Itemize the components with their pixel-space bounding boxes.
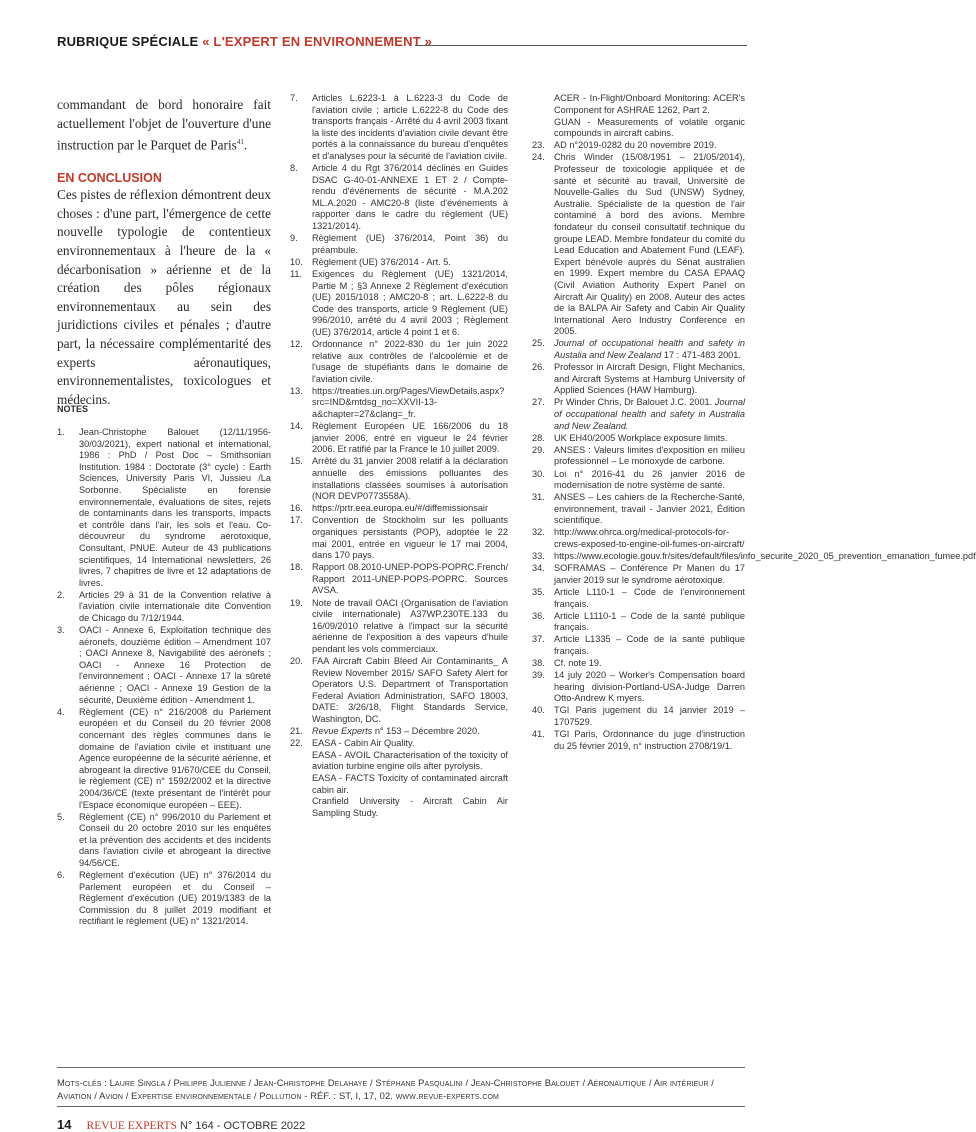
- note-text: [554, 433, 727, 443]
- note-item: [290, 421, 508, 456]
- note-text: [554, 729, 745, 751]
- note-item: [57, 870, 271, 928]
- rubric-label: RUBRIQUE SPÉCIALE: [57, 34, 199, 49]
- intro-paragraph: [57, 96, 271, 155]
- note-number: 22.: [290, 738, 303, 749]
- note-body: Article L1335 – Code de la santé publique français.: [554, 634, 745, 656]
- notes-list-1: [57, 427, 271, 928]
- note-item: [532, 140, 745, 152]
- note-item: [290, 598, 508, 656]
- note-item: [532, 362, 745, 397]
- note-text: [554, 587, 745, 609]
- note-text: [554, 140, 717, 150]
- note-text: [312, 93, 508, 161]
- note-text: [312, 233, 508, 255]
- note-text: [312, 339, 508, 384]
- note-number: 4.: [57, 706, 65, 717]
- note-item: [290, 269, 508, 339]
- note-body: EASA - Cabin Air Quality.: [312, 738, 415, 749]
- page-footer: [57, 1117, 305, 1132]
- note-text: [554, 670, 745, 703]
- note-item: [532, 611, 745, 634]
- note-subline: EASA - AVOIL Characterisation of the toxicity of aviation turbine engine oils after pyrolysis.: [312, 749, 508, 772]
- note-item: [290, 456, 508, 502]
- note-number: 38.: [532, 658, 545, 668]
- note-body: Chris Winder (15/08/1951 – 21/05/2014), Professeur de toxicologie appliquée et de santé et sécurité au travail, Université de Nouvelle-Galles du Sud (UNSW) Sydney, Australie. Spécialiste de la question de l'air contaminé à bord des avions. Membre fondateur du conseil consultatif technique du groupe LEAD. Membre fondateur du comité du Lead Education and Abatement Fund (LEAF). Expert bénévole auprès du Sénat australien en 1999. Expert membre du CASA EPAAQ (Civil Aviation Authority Expert Panel on Aircraft Air Quality) en 2008. Auteur des actes de la BALPA Air Safety and Cabin Air Quality International Aero Industry Conference en 2005.: [554, 152, 745, 337]
- note-item: [532, 338, 745, 361]
- note-text: [554, 338, 745, 360]
- note-number: 2.: [57, 589, 65, 600]
- note-number: 16.: [290, 503, 303, 514]
- conclusion-body: Ces pistes de réflexion démontrent deux choses : d'une part, l'émergence de cette nouvelle typologie de contentieux environnementaux à l'heure de la « décarbonisation » aérienne et de la création des pôles régionaux environnementaux au sein des juridictions civiles et pénales ; d'autre part, la nécessaire complémentarité des experts aéronautiques, environnementalistes, toxicologues et médecins.: [57, 187, 271, 407]
- note-item: [57, 427, 271, 589]
- note-text: [312, 503, 488, 513]
- note-body: 17 : 471-483 2001.: [661, 350, 741, 361]
- note-number: 24.: [532, 152, 545, 163]
- note-text: [554, 397, 745, 430]
- note-body: Articles 29 à 31 de la Convention relative à l'aviation civile internationale dite Convention de Chicago du 7/12/1944.: [79, 589, 271, 623]
- note-body: 14 july 2020 – Worker's Compensation board hearing division-Portland-USA-Judge Darren Otto-Andrew K myers.: [554, 670, 745, 704]
- column-1-body: [57, 96, 271, 409]
- note-body: Article 4 du Rgt 376/2014 déclinés en Guides DSAC G-40-01-ANNEXE 1 ET 2 / Compte-rendu d'événements de sécurité - M.A.202 ML.A.2020 - AMC20-8 (liste d'événements à rapporter dans le cadre du règlement (UE) 1321/2014).: [312, 163, 508, 232]
- note-text: [79, 707, 271, 810]
- note-number: 26.: [532, 362, 545, 373]
- note-text: [79, 812, 271, 868]
- note-body: Règlement (UE) 376/2014 - Art. 5.: [312, 256, 451, 267]
- note-text: [312, 738, 508, 819]
- note-number: 36.: [532, 610, 545, 621]
- note-number: 12.: [290, 338, 303, 349]
- note-body: Arrêté du 31 janvier 2008 relatif à la déclaration annuelle des émissions polluantes des installations classées soumises à autorisation (NOR DEVP0773558A).: [312, 456, 508, 502]
- note-text: [554, 658, 602, 668]
- note-item: [290, 515, 508, 561]
- note-text: [554, 563, 745, 585]
- page-header: [57, 34, 747, 54]
- note-number: 10.: [290, 256, 303, 267]
- note-number: 39.: [532, 670, 545, 681]
- note-body: Rapport 08.2010-UNEP-POPS-POPRC.French/ Rapport 2011-UNEP-POPS-POPRC. Sources AVSA.: [312, 562, 508, 596]
- note-number: 20.: [290, 656, 303, 666]
- note-number: 15.: [290, 456, 303, 467]
- note-text: [312, 562, 508, 595]
- note-text: [312, 598, 508, 654]
- note-text: [312, 421, 508, 454]
- note-number: 11.: [290, 268, 303, 279]
- note-text: [554, 362, 745, 395]
- note-text: [79, 870, 271, 926]
- notes-list-3: [532, 93, 976, 752]
- note-item: [532, 433, 745, 445]
- note-item: [290, 233, 508, 256]
- footer-rule-top: [57, 1067, 745, 1068]
- note-body: Règlement (CE) n° 996/2010 du Parlement et Conseil du 20 octobre 2010 sur les enquêtes et la prévention des accidents et des incidents dans l'aviation civile et abrogeant la directive 94/56/CE.: [79, 811, 271, 868]
- note-body: Loi n° 2016-41 du 26 janvier 2016 de modernisation de notre système de santé.: [554, 468, 745, 491]
- note-body: Article L1110-1 – Code de la santé publique français.: [554, 610, 745, 633]
- note-number: 29.: [532, 444, 545, 455]
- note-number: 34.: [532, 563, 545, 574]
- note-body: Convention de Stockholm sur les polluants organiques persistants (POP), adoptée le 22 mai 2001, entrée en vigueur le 17 mai 2004, dans 170 pays.: [312, 515, 508, 561]
- note-item: [57, 590, 271, 625]
- note-item: [532, 729, 745, 752]
- header-rule: [415, 45, 747, 46]
- note-number: 23.: [532, 140, 545, 151]
- footer-rule-bottom: [57, 1106, 745, 1107]
- note-text: [554, 551, 976, 561]
- note-item: [290, 503, 508, 515]
- note-number: 18.: [290, 562, 303, 573]
- note-text: [312, 726, 480, 736]
- note-text: [312, 269, 508, 337]
- note-item: [532, 492, 745, 527]
- note-item: [532, 563, 745, 586]
- note-number: 1.: [57, 427, 65, 437]
- note-text: [554, 152, 745, 336]
- note-text: [554, 445, 745, 467]
- note-item: [57, 812, 271, 870]
- rubric-title: [57, 34, 432, 49]
- note-text: [312, 656, 508, 724]
- page-number: 14: [57, 1117, 72, 1132]
- note-item: [290, 738, 508, 819]
- notes-list-2: [290, 93, 508, 819]
- keywords-line: Mots-clés : Laure Singla / Philippe Julienne / Jean-Christophe Delahaye / Stéphane Pasqualini / Jean-Christophe Balouet / Aéronautique / Air intérieur / Aviation / Avion / Expertise environnementale / Pollution - RÉF. : ST, I, 17, 02. www.revue-experts.com: [57, 1077, 715, 1101]
- note-number: 31.: [532, 492, 545, 503]
- note-number: 21.: [290, 726, 303, 737]
- note-item: [532, 469, 745, 492]
- note-continuation: GUAN - Measurements of volatile organic compounds in aircraft cabins.: [554, 116, 745, 139]
- note-text: [554, 611, 745, 633]
- column-1-notes: [57, 404, 271, 929]
- note-item: [532, 634, 745, 657]
- note-body: OACI - Annexe 6, Exploitation technique des aéronefs, douzième édition – Amendment 107 ; OACI Annexe 8, Navigabilité des aéronefs ; OACI - Annexe 16 Protection de l'environnement ; OACI - Annexe 17 la sûreté aérienne ; OACI - Annexe 19 Gestion de la sécurité, Deuxième édition - Amendment 1.: [79, 625, 271, 705]
- journal-name: REVUE EXPERTS: [86, 1120, 177, 1132]
- note-body: UK EH40/2005 Workplace exposure limits.: [554, 432, 728, 443]
- note-body: Règlement d'exécution (UE) n° 376/2014 du Parlement européen et du Conseil – Règlement d'exécution (UE) 2019/1383 de la Commission du 8 juillet 2019 modifiant et rectifiant le règlement (UE) n° 1321/2014.: [79, 870, 271, 927]
- note-subline: Cranfield University - Aircraft Cabin Air Sampling Study.: [312, 796, 508, 818]
- note-body: Ordonnance n° 2022-830 du 1er juin 2022 relative aux contrôles de l'alcoolémie et de l'usage de stupéfiants dans le domaine de l'aviation civile.: [312, 338, 508, 384]
- note-item: [57, 707, 271, 811]
- intro-end: .: [243, 137, 248, 153]
- note-number: 28.: [532, 432, 545, 443]
- column-2-notes: [290, 93, 508, 820]
- note-number: 14.: [290, 421, 303, 432]
- note-text: [79, 590, 271, 623]
- note-text: [79, 427, 271, 588]
- note-number: 41.: [532, 729, 545, 740]
- note-item: [532, 445, 745, 468]
- note-item: [290, 386, 508, 421]
- note-item: [290, 726, 508, 738]
- note-body: Note de travail OACI (Organisation de l'aviation civile internationale) A37WP.230TE.133 du 16/09/2010 relative à l'impact sur la sécurité aérienne de l'exposition à des vapeurs d'huile pendant les vols commerciaux.: [312, 597, 508, 654]
- note-item: [290, 257, 508, 269]
- note-body: Règlement Européen UE 166/2006 du 18 janvier 2006, entré en vigueur le 24 février 2006. Et ratifié par la France le 10 juillet 2009.: [312, 421, 508, 455]
- note-item: [532, 397, 745, 432]
- note-number: 9.: [290, 233, 298, 244]
- note-body: Règlement (CE) n° 216/2008 du Parlement européen et du Conseil du 20 février 2008 concernant des règles communes dans le domaine de l'aviation civile et instituant une Agence européenne de la sécurité aérienne, et abrogeant la directive 91/670/CEE du Conseil, le règlement (CE) n° 1592/2002 et la directive 2004/36/CE (texte présentant de l'intérêt pour l'Espace économique européen – EEE).: [79, 706, 271, 810]
- note-italic: Journal of occupational health and safety in Australia and New Zealand.: [554, 397, 745, 431]
- note-body: Règlement (UE) 376/2014, Point 36) du préambule.: [312, 233, 508, 255]
- note-number: 40.: [532, 705, 545, 716]
- note-text: [312, 163, 508, 231]
- note-item: [532, 658, 745, 670]
- note-body: http://www.ohrca.org/medical-protocols-for-crews-exposed-to-engine-oil-fumes-on-aircraft/: [554, 527, 745, 550]
- note-text: [312, 456, 508, 501]
- note-item: [532, 527, 745, 550]
- note-body: Jean-Christophe Balouet (12/11/1956-30/03/2021), expert national et international, 1986 : PhD / Post Doc – Smithsonian Institution. 1984 : Doctorate (3° cycle) : Earth Sciences, University Paris VI, Jussieu /La Sorbonne. Spécialiste en forensie environnementale, évaluations de sites, rejets de contaminants dans les transports, impacts et contrôle dans l'air, les sols et l'eau. Co-découvreur du syndrome aérotoxique, Consultant, PNUE. Auteur de 43 publications scientifiques, 14 International newsletters, 26 livres, 7 chapitres de livre et 12 adaptations de livres.: [79, 427, 271, 588]
- note-body: Professor in Aircraft Design, Flight Mechanics, and Aircraft Systems at Hamburg University of Applied Sciences (HAW Hamburg).: [554, 362, 745, 396]
- column-3-notes: [532, 93, 976, 753]
- note-number: 5.: [57, 811, 65, 822]
- note-body: Exigences du Règlement (UE) 1321/2014, Partie M ; §3 Annexe 2 Règlement d'exécution (UE) 2015/1018 ; AMC20-8 ; art. L.6222-8 du Code des transports, article 9 Règlement (UE) 996/2010, arrêté du 4 avril 2003 ; Règlement (UE) 376/2014, article 4 point 1 et 6.: [312, 268, 508, 337]
- note-body: FAA Aircraft Cabin Bleed Air Contaminants_ A Review November 2015/ SAFO Safety Alert for Operators U.S. Department of Transportation Federal Aviation Administration, SAFO 18003, DATE: 3/26/18, Flight Standards Service, Washington, DC.: [312, 656, 508, 724]
- note-item: [532, 587, 745, 610]
- note-subline: EASA - FACTS Toxicity of contaminated aircraft cabin air.: [312, 772, 508, 795]
- note-body: TGI Paris jugement du 14 janvier 2019 – 1707529.: [554, 705, 745, 727]
- note-body: AD n°2019-0282 du 20 novembre 2019.: [554, 140, 717, 151]
- note-body: https://treaties.un.org/Pages/ViewDetails.aspx?src=IND&mtdsg_no=XXVII-13-a&chapter=27&clang=_fr.: [312, 385, 505, 420]
- note-text: [312, 257, 451, 267]
- note-number: 37.: [532, 634, 545, 645]
- note-number: 3.: [57, 625, 65, 636]
- note-number: 25.: [532, 338, 545, 349]
- note-text: [554, 492, 745, 525]
- note-text: [554, 705, 745, 727]
- note-text: [554, 634, 745, 656]
- note-item: [532, 551, 976, 563]
- intro-footnote-ref: 41: [236, 138, 244, 147]
- note-item: [290, 93, 508, 163]
- note-item: [290, 656, 508, 726]
- note-body: Article L110-1 – Code de l'environnement français.: [554, 586, 745, 609]
- note-italic: Revue Experts: [312, 726, 373, 737]
- note-text: [554, 469, 745, 491]
- note-number: 35.: [532, 586, 545, 597]
- rubric-accent: « L'EXPERT EN ENVIRONNEMENT »: [202, 34, 433, 49]
- note-body: SOFRAMAS – Conférence Pr Manen du 17 janvier 2019 sur le syndrome aérotoxique.: [554, 563, 745, 585]
- note-body: ANSES : Valeurs limites d'exposition en milieu professionnel – Le monoxyde de carbone.: [554, 444, 745, 467]
- note-body: https://www.ecologie.gouv.fr/sites/default/files/info_securite_2020_05_prevention_emanation_fumee.pdf: [554, 551, 976, 562]
- note-body: Pr Winder Chris, Dr Balouet J.C. 2001.: [554, 397, 715, 408]
- note-body: Cf. note 19.: [554, 658, 602, 668]
- note-body: TGI Paris, Ordonnance du juge d'instruction du 25 février 2019, n° instruction 2708/19/1.: [554, 729, 745, 751]
- note-item: [532, 705, 745, 728]
- note-text: [312, 386, 504, 419]
- note-text: [79, 625, 271, 705]
- note-number: 6.: [57, 870, 65, 881]
- note-body: Articles L.6223-1 à L.6223-3 du Code de l'aviation civile ; article L.6222-8 du Code des transports français - Arrêté du 4 avril 2003 fixant la liste des incidents d'aviation civile devant être portés à la connaissance du bureau d'enquêtes et d'analyses pour la sécurité de l'aviation civile.: [312, 93, 508, 161]
- note-item: [532, 670, 745, 705]
- note-number: 13.: [290, 385, 303, 396]
- note-body: ANSES – Les cahiers de la Recherche-Santé, environnement, travail - Janvier 2021, Édition scientifique.: [554, 492, 745, 526]
- note-number: 27.: [532, 397, 545, 408]
- note-number: 8.: [290, 163, 298, 174]
- note-item: [532, 152, 745, 338]
- issue-info: N° 164 - OCTOBRE 2022: [176, 1120, 306, 1132]
- note-text: [312, 515, 508, 560]
- note-number: 7.: [290, 93, 298, 103]
- note-item: [57, 625, 271, 706]
- note-item: [290, 562, 508, 597]
- note-number: 30.: [532, 468, 545, 479]
- conclusion-title: EN CONCLUSION: [57, 171, 162, 186]
- note-item: [290, 163, 508, 233]
- notes-title: NOTES: [57, 404, 89, 414]
- note-continuation: ACER - In-Flight/Onboard Monitoring: ACER's Component for ASHRAE 1262, Part 2.: [554, 93, 745, 115]
- note-number: 32.: [532, 527, 545, 538]
- note-number: 33.: [532, 551, 545, 562]
- note-body: https://prtr.eea.europa.eu/#/diffemissionsair: [312, 503, 489, 514]
- intro-text: commandant de bord honoraire fait actuellement l'objet de l'ouverture d'une instruction par le Parquet de Paris: [57, 97, 271, 153]
- note-number: 19.: [290, 597, 303, 608]
- note-number: 17.: [290, 515, 303, 526]
- note-body: n° 153 – Décembre 2020.: [372, 726, 480, 737]
- note-italic: Journal of occupational health and safety in Austalia and New Zealand: [554, 338, 745, 361]
- note-item: [290, 339, 508, 385]
- note-text: [554, 527, 744, 549]
